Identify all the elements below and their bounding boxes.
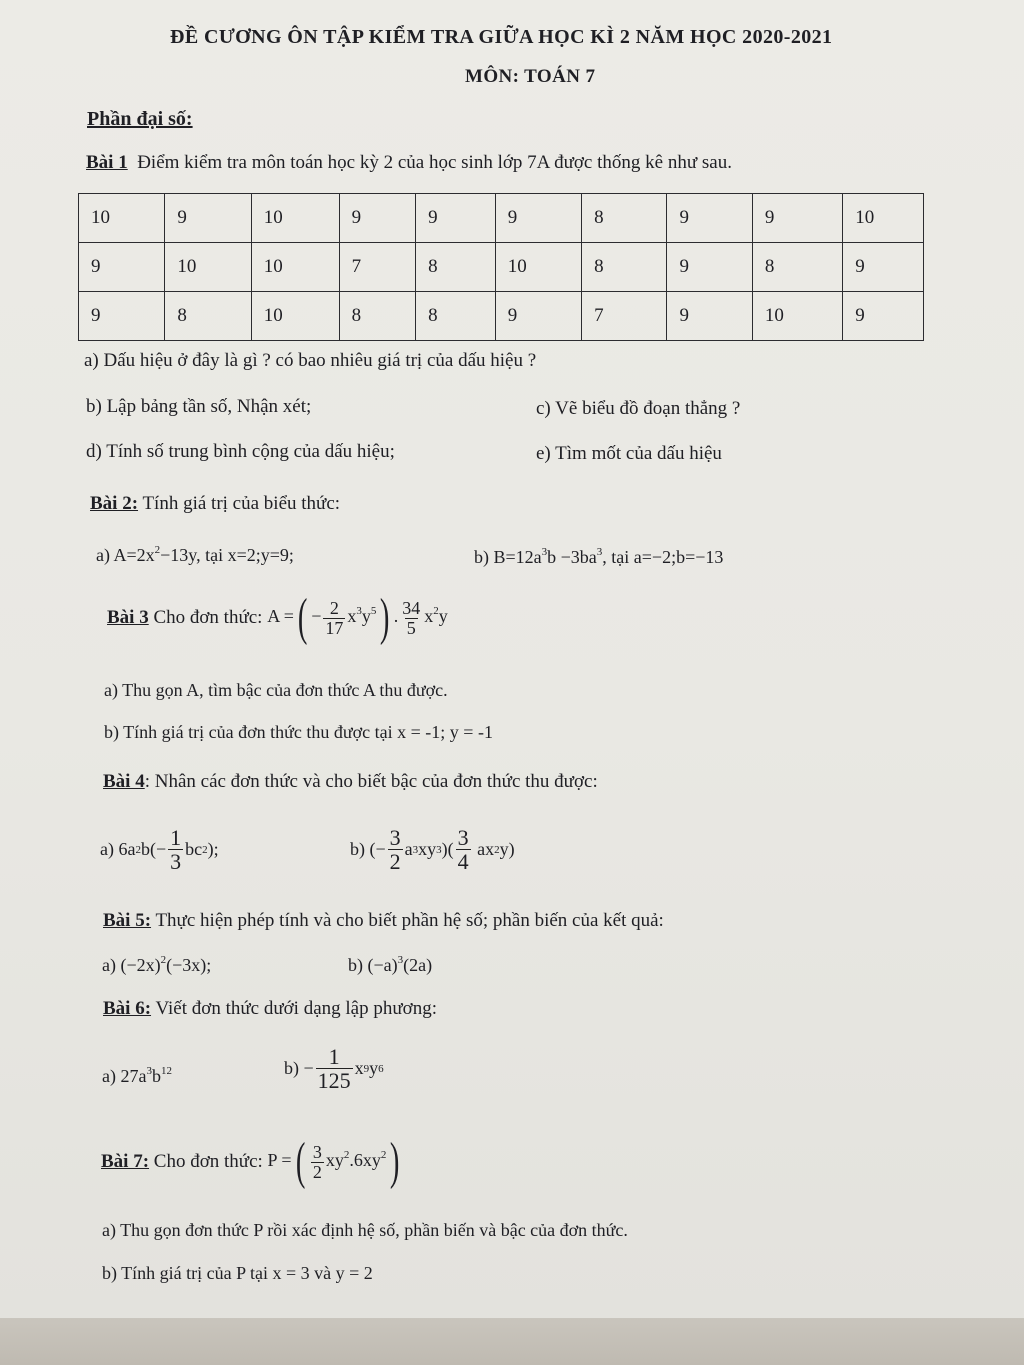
table-cell: 10	[752, 292, 842, 341]
table-row	[79, 194, 924, 243]
bai5-label: Bài 5:	[103, 910, 152, 931]
table-cell: 9	[79, 292, 165, 341]
bai3-question-a: a) Thu gọn A, tìm bậc của đơn thức A thu được.	[104, 680, 448, 700]
bai1-question-e: e) Tìm mốt của dấu hiệu	[536, 443, 722, 464]
bai2-b-post: , tại a=−2;b=−13	[602, 547, 724, 567]
table-cell: 10	[165, 243, 251, 292]
table-cell: 10	[843, 194, 924, 243]
bai1-question-d: d) Tính số trung bình cộng của dấu hiệu;	[86, 441, 395, 462]
table-surface	[0, 1318, 1024, 1365]
bai4-label: Bài 4	[103, 771, 145, 792]
bai5-text: Thực hiện phép tính và cho biết phần hệ số; phần biến của kết quả:	[155, 910, 664, 931]
bai5-part-b: b) $(-a)^3(2a)$	[348, 954, 433, 975]
bai3-label: Bài 3	[107, 607, 149, 628]
table-cell: 9	[843, 243, 924, 292]
table-cell: 8	[339, 292, 415, 341]
bai7-statement	[101, 1133, 404, 1190]
bai2-b-mid: b −3ba	[547, 547, 597, 567]
table-cell: 9	[495, 194, 581, 243]
bai2-a-post: −13y, tại x=2;y=9;	[160, 545, 294, 565]
table-cell: 10	[251, 292, 339, 341]
bai2-text: Tính giá trị của biểu thức:	[142, 493, 341, 514]
document-title: ĐỀ CƯƠNG ÔN TẬP KIỂM TRA GIỮA HỌC KÌ 2 NĂM HỌC 2020-2021	[170, 26, 833, 48]
table-cell: 8	[582, 194, 667, 243]
table-cell: 8	[582, 243, 667, 292]
bai6-part-a: a) $27a^3b^{12}$	[102, 1065, 172, 1086]
bai5-a-pre: a) (−2x)	[102, 955, 161, 975]
bai7-question-b: b) Tính giá trị của P tại x = 3 và y = 2	[102, 1263, 373, 1283]
bai2-label: Bài 2:	[90, 493, 139, 514]
table-cell: 10	[251, 243, 339, 292]
bai5-b-post: (2a)	[403, 955, 433, 975]
bai3-formula: A =( − $\frac{2}{17}$ $x^3y^5$) . $\frac{34}{5}$ $x^2y$	[267, 589, 448, 646]
bai7-formula: P =( $\frac{3}{2}$ $xy^2.6xy^2$)	[267, 1133, 400, 1190]
table-cell: 10	[495, 243, 581, 292]
bai4-part-a: a) 6a 2 b(− $\frac{1}{3}$ bc 2 );	[100, 825, 219, 875]
bai5-part-a: a) $(-2x)^2(-3x)$;	[102, 954, 212, 975]
bai6-label: Bài 6:	[103, 998, 152, 1019]
table-cell: 9	[339, 194, 415, 243]
bai2-part-b: b) $B=12a^3b -3ba^3$, tại a=−2;b=−13	[474, 546, 724, 567]
table-cell: 7	[339, 243, 415, 292]
table-cell: 8	[416, 292, 496, 341]
bai4-statement	[103, 771, 598, 793]
bai7-label: Bài 7:	[101, 1151, 150, 1172]
bai5-b-pre: b) (−a)	[348, 955, 398, 975]
table-row	[79, 292, 924, 341]
bai3-statement	[107, 589, 448, 646]
bai6-part-b: b) − $\frac{1}{125}$ x 9 y 6	[284, 1044, 384, 1094]
bai5-a-post: (−3x);	[166, 955, 212, 975]
table-row	[79, 243, 924, 292]
table-cell: 8	[752, 243, 842, 292]
table-cell: 8	[416, 243, 496, 292]
bai6-text: Viết đơn thức dưới dạng lập phương:	[155, 998, 437, 1019]
bai1-question-b: b) Lập bảng tần số, Nhận xét;	[86, 396, 312, 417]
table-cell: 10	[251, 194, 339, 243]
table-cell: 9	[843, 292, 924, 341]
bai1-question-c: c) Vẽ biểu đồ đoạn thẳng ?	[536, 398, 741, 419]
table-cell: 7	[582, 292, 667, 341]
bai4-part-b: b) (− $\frac{3}{2}$ a 3 xy 3 )( $\frac{3}{4}$ ax 2 y)	[350, 825, 515, 875]
bai7-question-a: a) Thu gọn đơn thức P rồi xác định hệ số, phần biến và bậc của đơn thức.	[102, 1220, 628, 1240]
bai7-text: Cho đơn thức:	[153, 1151, 263, 1172]
table-cell: 8	[165, 292, 251, 341]
table-cell: 9	[79, 243, 165, 292]
table-cell: 9	[165, 194, 251, 243]
bai1-question-a: a) Dấu hiệu ở đây là gì ? có bao nhiêu giá trị của dấu hiệu ?	[84, 350, 537, 371]
bai3-text: Cho đơn thức:	[153, 607, 263, 628]
score-table	[78, 193, 924, 341]
table-cell: 9	[667, 243, 752, 292]
bai2-part-a: a) $A=2x^2-13y$, tại x=2;y=9;	[96, 544, 294, 565]
bai1-text: Điểm kiểm tra môn toán học kỳ 2 của học sinh lớp 7A được thống kê như sau.	[137, 152, 732, 173]
bai4-text: : Nhân các đơn thức và cho biết bậc của đơn thức thu được:	[144, 771, 598, 792]
bai2-b-pre: b) B=12a	[474, 547, 542, 567]
section-heading: Phần đại số:	[87, 108, 193, 130]
bai2-statement	[90, 493, 340, 515]
table-cell: 9	[667, 292, 752, 341]
bai3-question-b: b) Tính giá trị của đơn thức thu được tại x = -1; y = -1	[104, 722, 493, 742]
bai1-statement	[86, 152, 732, 174]
table-cell: 9	[495, 292, 581, 341]
bai5-statement	[103, 910, 664, 932]
bai2-a-pre: a) A=2x	[96, 545, 155, 565]
table-cell: 9	[416, 194, 496, 243]
bai1-label: Bài 1	[86, 152, 128, 173]
subject-line: MÔN: TOÁN 7	[465, 66, 596, 87]
bai6-statement	[103, 998, 437, 1020]
table-cell: 9	[667, 194, 752, 243]
table-cell: 9	[752, 194, 842, 243]
table-cell: 10	[79, 194, 165, 243]
